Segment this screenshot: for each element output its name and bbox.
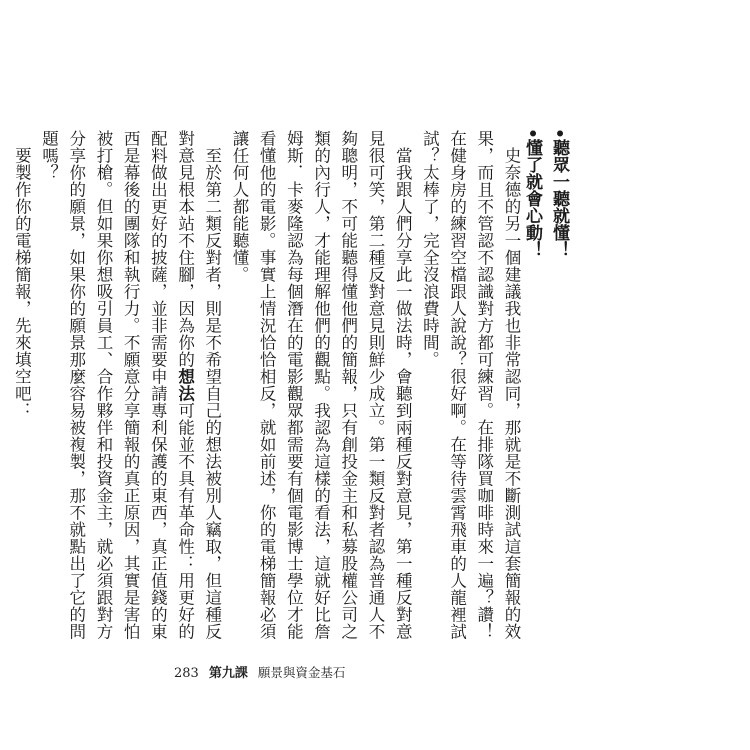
page-number: 283: [174, 666, 199, 681]
paragraph-4: 要製作你的電梯簡報，先來填空吧：: [12, 146, 32, 419]
bullet-item: •聽眾一聽就懂！: [549, 128, 569, 258]
body-text: [8, 130, 525, 650]
paragraph-3-post: 可能並不具有革命性：用更好的配料做出更好的披薩，並非需要申請專利保護的東西，真正值錢的東西是幕後的團隊和執行力。不願意分享簡報的真正原因，其實是害怕被打槍。但如果你想吸引員工、合作夥伴和投資金主，就必須跟對方分享你的願景，如果你的願景那麼容易被複製，那不就點出了它的問題嗎？: [39, 130, 195, 640]
paragraph-1: 史奈德的另一個建議我也非常認同，那就是不斷測試這套簡報的效果，而且不管認不認識對方都可練習。在排隊買咖啡時來一遍？讚！在健身房的練習空檔跟人說說？很好啊。在等待雲霄飛車的人龍裡試試？太棒了，完全沒浪費時間。: [420, 130, 521, 640]
paragraph-3-pre: 至於第二類反對者，則是不希望自己的想法被別人竊取，但這種反對意見根本站不住腳，因為你的: [175, 130, 222, 640]
bullet-list: [518, 128, 572, 288]
paragraph-2: 當我跟人們分享此一做法時，會聽到兩種反對意見，第一種反對意見很可笑，第二種反對意見則鮮少成立。第一類反對者認為普通人不夠聰明，不可能聽得懂他們的簡報，只有創投金主和私募股權公司之類的內行人，才能理解他們的觀點。我認為這樣的看法，這就好比詹姆斯．卡麥隆認為每個潛在的電影觀眾都需要有個電影博士學位才能看懂他的電影。事實上情況恰恰相反，就如前述，你的電梯簡報必須讓任何人都能聽懂。: [229, 130, 413, 640]
chapter-title: 願景與資金基石: [257, 665, 346, 680]
page-footer: [174, 662, 345, 681]
paragraph-3: [35, 130, 225, 650]
bullet-item: •懂了就會心動！: [522, 128, 542, 258]
emphasis-idea: 想法: [175, 368, 195, 402]
chapter-label: 第九課: [208, 666, 248, 681]
